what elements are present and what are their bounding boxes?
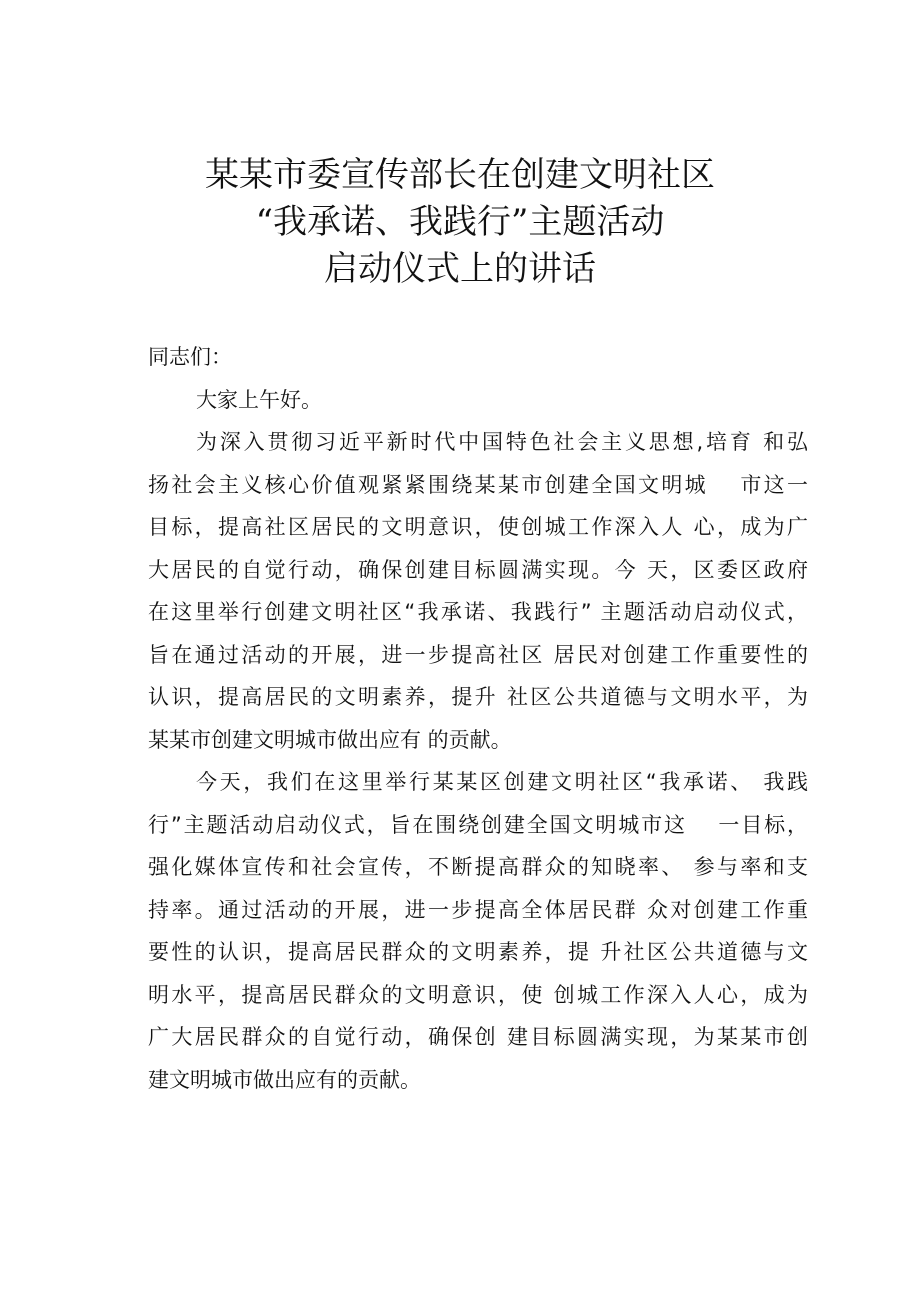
speech-body (148, 336, 808, 1101)
paragraph-2-line: 强化媒体宣传和社会宣传，不断提高群众的知晓率、 参与率和支 (148, 855, 808, 879)
paragraph-2-line: 广大居民群众的自觉行动，确保创 建目标圆满实现，为某某市创 (148, 1025, 808, 1049)
title-line-3: 启动仪式上的讲话 (324, 249, 596, 289)
document-title (0, 152, 920, 293)
paragraph-2-line: 今天，我们在这里举行某某区创建文明社区“我承诺、 我践 (196, 770, 808, 794)
greeting (148, 379, 808, 422)
title-line-2: “我承诺、我践行”主题活动 (255, 202, 665, 242)
paragraph-1-line: 在这里举行创建文明社区“我承诺、我践行” 主题活动启动仪式， (148, 600, 808, 624)
paragraph-2-line: 行”主题活动启动仪式，旨在围绕创建全国文明城市这 一目标， (148, 812, 808, 837)
paragraph-2-line: 明水平，提高居民群众的文明意识，使 创城工作深入人心，成为 (148, 982, 808, 1007)
paragraph-2-line: 建文明城市做出应有的贡献。 (148, 1067, 421, 1092)
paragraph-1-line: 旨在通过活动的开展，进一步提高社区 居民对创建工作重要性的 (148, 642, 808, 667)
paragraph-1-line: 扬社会主义核心价值观紧紧围绕某某市创建全国文明城 市这一 (148, 472, 808, 497)
salutation-text: 同志们： (148, 345, 232, 369)
paragraph-1-line: 某某市创建文明城市做出应有 的贡献。 (148, 727, 512, 752)
greeting-text: 大家上午好。 (196, 387, 322, 412)
paragraph-2-line: 要性的认识，提高居民群众的文明素养，提 升社区公共道德与文 (148, 940, 808, 964)
paragraph-2-line: 持率。通过活动的开展，进一步提高全体居民群 众对创建工作重 (148, 897, 808, 922)
paragraph-2 (148, 761, 808, 1101)
title-line-1: 某某市委宣传部长在创建文明社区 (205, 155, 715, 195)
paragraph-1-line: 认识，提高居民的文明素养，提升 社区公共道德与文明水平，为 (148, 685, 808, 709)
paragraph-1 (148, 421, 808, 761)
paragraph-1-line: 大居民的自觉行动，确保创建目标圆满实现。今 天，区委区政府 (148, 557, 808, 582)
paragraph-1-line: 目标，提高社区居民的文明意识，使创城工作深入人 心，成为广 (148, 515, 808, 539)
paragraph-1-line: 为深入贯彻习近平新时代中国特色社会主义思想,培育 和弘 (196, 430, 808, 454)
salutation (148, 336, 808, 379)
